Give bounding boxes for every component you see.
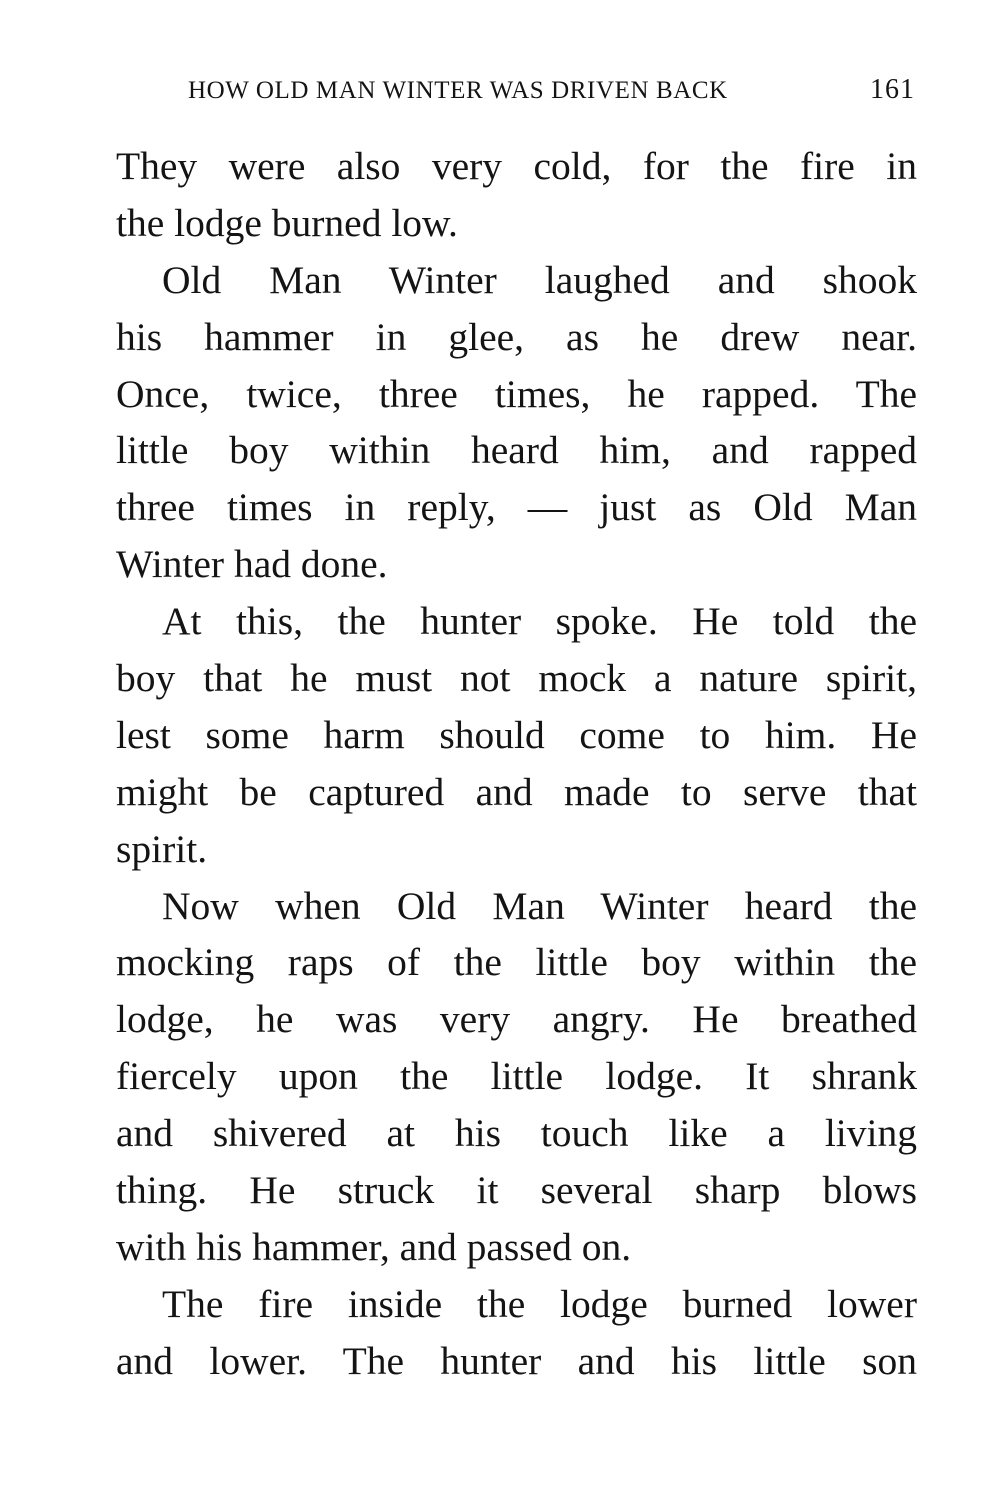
running-head-title: HOW OLD MAN WINTER WAS DRIVEN BACK xyxy=(188,77,728,104)
text-line: spirit. xyxy=(116,826,208,871)
text-line: the lodge burned low. xyxy=(116,200,458,245)
text-line: fiercely upon the little lodge. It shrank xyxy=(116,1054,917,1099)
text-line: boy that he must not mock a nature spirit, xyxy=(116,656,917,701)
text-line: might be captured and made to serve that xyxy=(116,769,917,814)
text-line: and shivered at his touch like a living xyxy=(116,1111,917,1156)
text-line: The fire inside the lodge burned lower xyxy=(162,1281,917,1326)
running-head xyxy=(188,74,915,108)
text-line: They were also very cold, for the fire in xyxy=(116,144,917,188)
text-line: thing. He struck it several sharp blows xyxy=(116,1168,917,1213)
text-line: three times in reply, — just as Old Man xyxy=(116,485,917,530)
text-line: Now when Old Man Winter heard the xyxy=(162,883,917,928)
text-line: Winter had done. xyxy=(116,542,388,587)
text-line: mocking raps of the little boy within the xyxy=(116,940,917,985)
text-line: with his hammer, and passed on. xyxy=(116,1224,632,1269)
page-number: 161 xyxy=(870,74,915,105)
text-line: and lower. The hunter and his little son xyxy=(116,1338,917,1383)
text-line: his hammer in glee, as he drew near. xyxy=(116,314,917,359)
text-line: At this, the hunter spoke. He told the xyxy=(162,599,917,644)
text-line: Old Man Winter laughed and shook xyxy=(162,257,917,302)
text-line: Once, twice, three times, he rapped. The xyxy=(116,371,917,416)
body-text xyxy=(116,138,917,1390)
text-line: lodge, he was very angry. He breathed xyxy=(116,997,917,1042)
text-line: little boy within heard him, and rapped xyxy=(116,428,917,473)
text-line: lest some harm should come to him. He xyxy=(116,712,917,757)
